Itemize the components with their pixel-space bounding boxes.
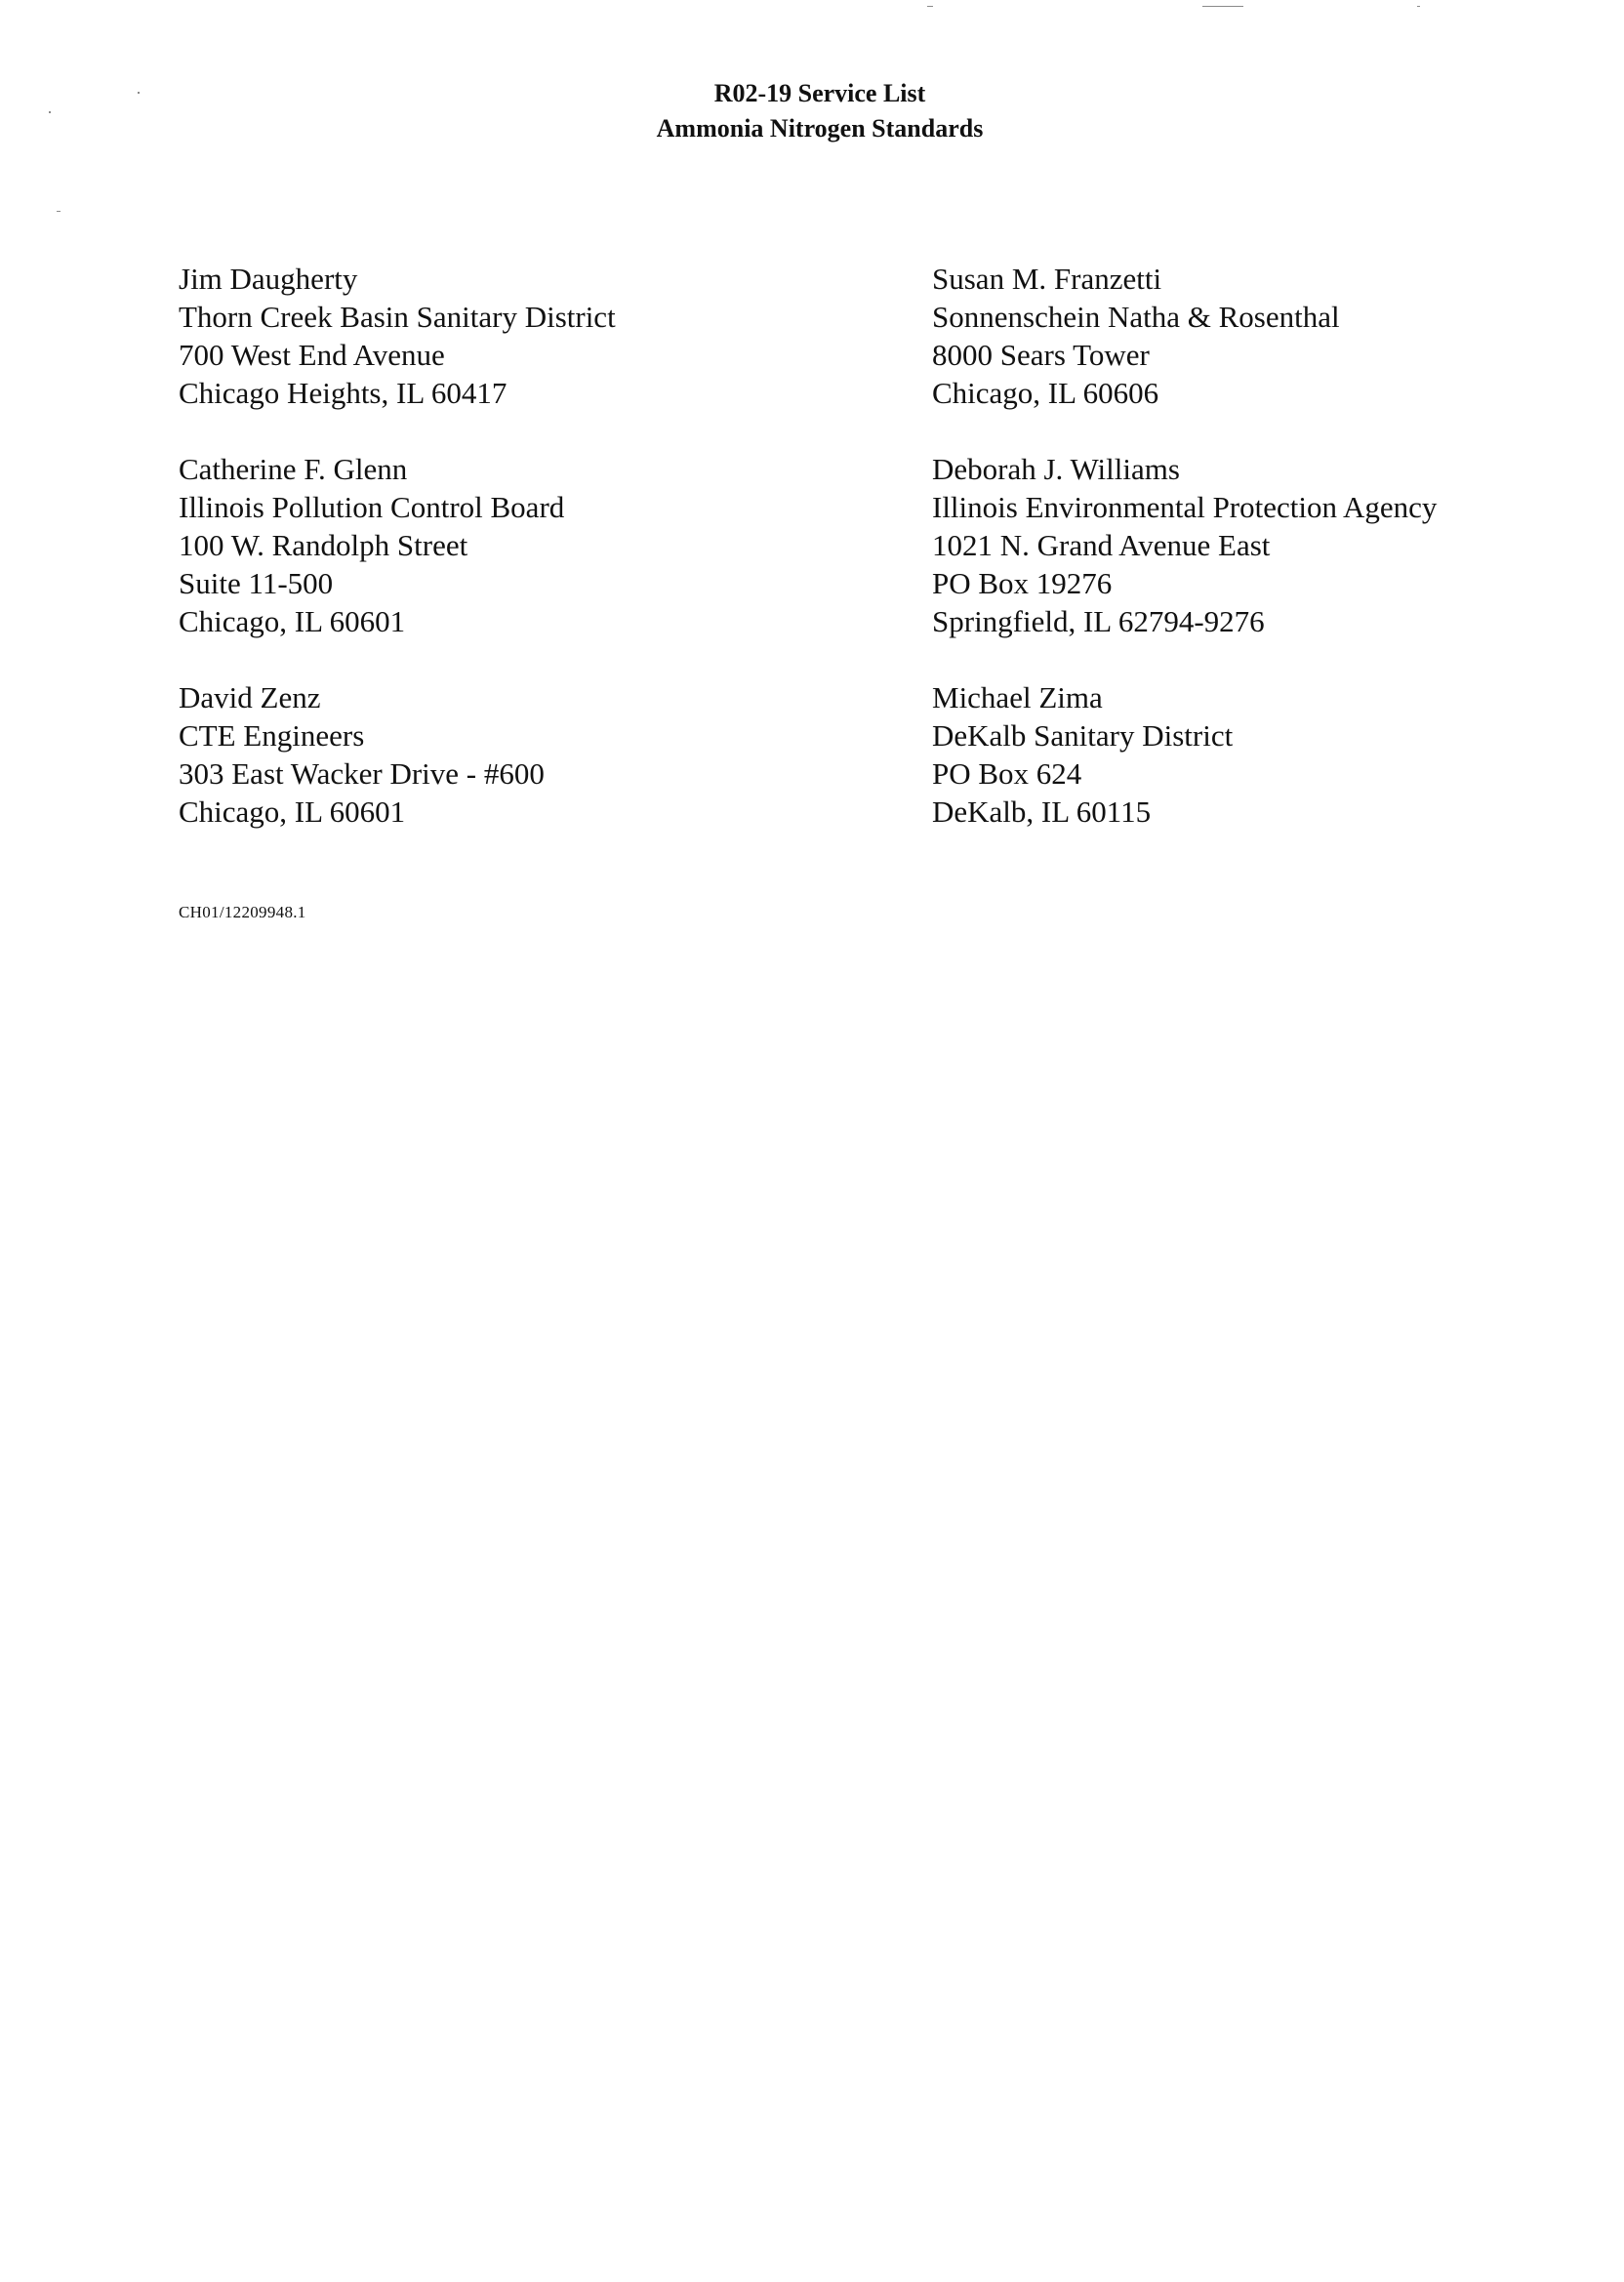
address-line: Chicago Heights, IL 60417 <box>179 376 508 410</box>
scan-mark <box>1417 6 1420 7</box>
contact-name: David Zenz <box>179 680 321 714</box>
address-line: 8000 Sears Tower <box>932 338 1150 372</box>
address-line: 303 East Wacker Drive - #600 <box>179 756 545 791</box>
address-line: Chicago, IL 60606 <box>932 376 1159 410</box>
service-entry <box>179 450 881 640</box>
service-list-right-column <box>932 260 1605 869</box>
address-line: Sonnenschein Natha & Rosenthal <box>932 300 1340 334</box>
page-header <box>0 76 1624 146</box>
service-entry <box>179 260 881 412</box>
header-title: R02-19 Service List <box>713 79 926 107</box>
contact-name: Michael Zima <box>932 680 1103 714</box>
address-line: Chicago, IL 60601 <box>179 604 406 638</box>
service-entry <box>932 450 1605 640</box>
address-line: Thorn Creek Basin Sanitary District <box>179 300 616 334</box>
address-line: Illinois Environmental Protection Agency <box>932 490 1438 524</box>
contact-name: Deborah J. Williams <box>932 452 1180 486</box>
service-entry <box>179 678 881 831</box>
contact-name: Catherine F. Glenn <box>179 452 408 486</box>
scan-mark <box>57 211 61 212</box>
scan-mark <box>1202 6 1243 7</box>
address-line: PO Box 19276 <box>932 566 1113 600</box>
address-line: DeKalb, IL 60115 <box>932 795 1152 829</box>
address-line: Chicago, IL 60601 <box>179 795 406 829</box>
address-line: DeKalb Sanitary District <box>932 718 1234 753</box>
address-line: Illinois Pollution Control Board <box>179 490 565 524</box>
service-list-left-column <box>179 260 881 869</box>
address-line: Suite 11-500 <box>179 566 334 600</box>
address-line: PO Box 624 <box>932 756 1082 791</box>
header-subtitle: Ammonia Nitrogen Standards <box>656 114 984 143</box>
address-line: 100 W. Randolph Street <box>179 528 468 562</box>
address-line: Springfield, IL 62794-9276 <box>932 604 1265 638</box>
document-id: CH01/12209948.1 <box>179 903 306 921</box>
address-line: 1021 N. Grand Avenue East <box>932 528 1271 562</box>
address-line: 700 West End Avenue <box>179 338 445 372</box>
scan-mark <box>927 6 933 7</box>
contact-name: Susan M. Franzetti <box>932 262 1162 296</box>
service-entry <box>932 678 1605 831</box>
contact-name: Jim Daugherty <box>179 262 358 296</box>
service-entry <box>932 260 1605 412</box>
address-line: CTE Engineers <box>179 718 365 753</box>
